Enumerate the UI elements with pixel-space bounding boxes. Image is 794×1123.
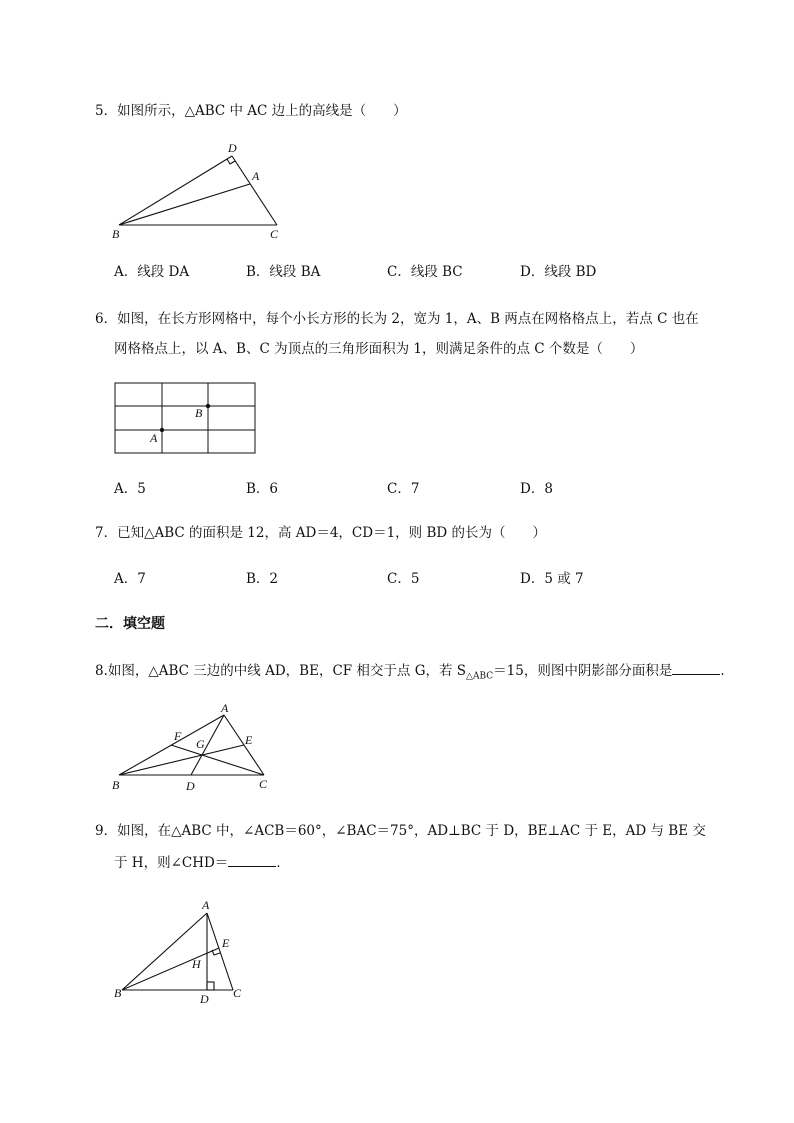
q5-option-d: D．线段 BD [520,264,597,280]
q8-label-d: D [186,779,195,793]
q9-label-e: E [222,936,230,950]
q6-option-d: D．8 [520,481,553,497]
q7-option-a: A．7 [114,571,146,587]
q5-option-c: C．线段 BC [387,264,463,280]
q5-label-b: B [112,227,120,241]
q5-label-a: A [252,169,260,183]
q9-text-line1: 9．如图，在△ABC 中，∠ACB＝60°，∠BAC＝75°，AD⊥BC 于 D，BE⊥AC 于 E，AD 与 BE 交 [95,823,706,839]
q9-text-after: ． [276,855,290,871]
q7-option-d: D．5 或 7 [520,571,584,587]
q5-label-d: D [228,141,237,155]
q7-option-b: B．2 [246,571,279,587]
q6-option-a: A．5 [114,481,146,497]
q5-option-a: A．线段 DA [114,264,190,280]
q8-subscript: △ABC [466,671,494,682]
q5-label-c: C [270,227,279,241]
q6-label-b: B [195,406,203,420]
q9-label-b: B [114,986,122,1000]
q5-text: 5．如图所示，△ABC 中 AC 边上的高线是（ ） [95,103,407,119]
q9-label-h: H [192,957,201,971]
q7-option-c: C．5 [387,571,420,587]
q9-text-before: 于 H，则∠CHD＝ [114,855,229,871]
q9-label-a: A [202,898,210,912]
q8-label-f: F [174,729,182,743]
q8-text-end: . [720,663,725,679]
q8-label-a: A [221,701,229,715]
q8-label-c: C [259,777,268,791]
q9-label-c: C [233,986,242,1000]
q7-text: 7．已知△ABC 的面积是 12，高 AD＝4，CD＝1，则 BD 的长为（ ） [95,525,547,541]
q5-option-b: B．线段 BA [246,264,321,280]
q9-label-d: D [200,992,209,1006]
q6-text-line1: 6．如图，在长方形网格中，每个小长方形的长为 2，宽为 1，A、B 两点在网格格点上，若点 C 也在 [95,311,699,327]
q8-label-e: E [245,733,253,747]
q8-label-g: G [196,737,205,751]
q6-label-a: A [150,431,158,445]
q8-text-before: 8.如图，△ABC 三边的中线 AD，BE，CF 相交于点 G，若 S [95,663,467,679]
section-title: 二．填空题 [95,616,165,632]
q8-label-b: B [112,778,120,792]
q6-option-b: B．6 [246,481,279,497]
q8-text-after: ＝15，则图中阴影部分面积是 [493,663,673,679]
q6-text-line2: 网格格点上，以 A、B、C 为顶点的三角形面积为 1，则满足条件的点 C 个数是（ ） [114,341,644,357]
q6-option-c: C．7 [387,481,420,497]
